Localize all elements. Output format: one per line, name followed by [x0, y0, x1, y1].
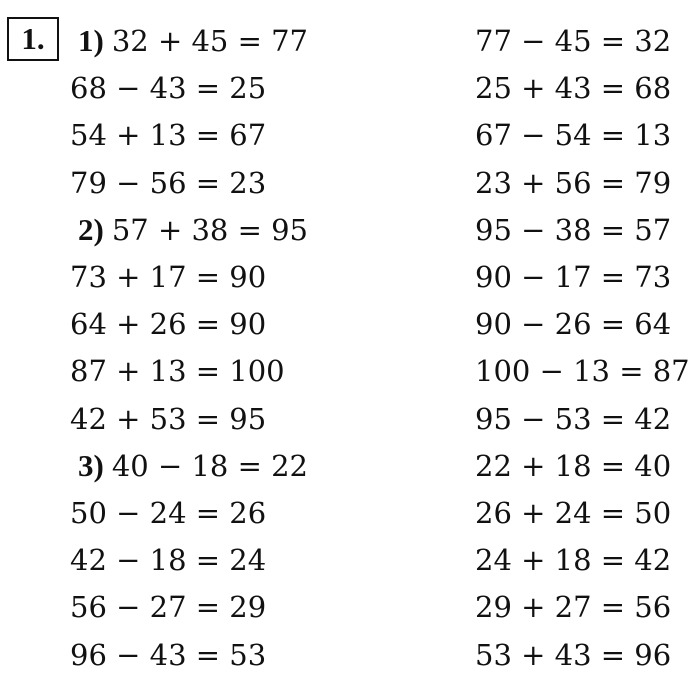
left-equation-row: [70, 349, 285, 393]
equation-text: 90 − 26 = 64: [475, 307, 672, 342]
left-equation-row: [78, 444, 308, 488]
equation-text: 25 + 43 = 68: [475, 71, 672, 106]
equation-text: 29 + 27 = 56: [475, 590, 672, 625]
equation-text: 42 − 18 = 24: [70, 543, 267, 578]
right-equation-row: [475, 302, 671, 346]
right-equation-row: [475, 161, 671, 205]
right-equation-row: [475, 19, 671, 63]
left-equation-row: [70, 66, 266, 110]
left-equation-row: [70, 585, 266, 629]
equation-text: 96 − 43 = 53: [70, 637, 267, 672]
equation-text: 87 + 13 = 100: [70, 354, 285, 389]
right-equation-row: [475, 208, 671, 252]
left-equation-row: [70, 397, 266, 441]
left-equation-row: [70, 255, 266, 299]
left-equation-row: [70, 161, 266, 205]
left-equation-row: [70, 538, 266, 582]
equation-text: 32 + 45 = 77: [111, 24, 309, 58]
left-equation-column: [70, 0, 370, 677]
equation-text: 100 − 13 = 87: [475, 354, 690, 389]
right-equation-row: [475, 66, 671, 110]
right-equation-row: [475, 113, 671, 157]
left-equation-row: [78, 19, 308, 63]
part-label: 3): [78, 447, 104, 483]
equation-text: 90 − 17 = 73: [475, 260, 672, 294]
equation-text: 67 − 54 = 13: [475, 118, 672, 153]
right-equation-row: [475, 538, 671, 582]
equation-text: 23 + 56 = 79: [475, 165, 672, 200]
right-equation-row: [475, 397, 671, 441]
equation-text: 68 − 43 = 25: [70, 71, 267, 106]
equation-text: 24 + 18 = 42: [475, 543, 672, 578]
right-equation-row: [475, 255, 671, 299]
equation-text: 73 + 17 = 90: [70, 260, 267, 294]
task-number-box: 1.: [7, 17, 59, 61]
right-equation-row: [475, 633, 671, 677]
equation-text: 42 + 53 = 95: [70, 401, 267, 436]
part-label: 2): [78, 211, 104, 247]
right-equation-row: [475, 585, 671, 629]
equation-text: 53 + 43 = 96: [475, 637, 672, 672]
right-equation-row: [475, 444, 671, 488]
equation-text: 95 − 38 = 57: [475, 212, 672, 247]
part-label: 1): [78, 23, 104, 58]
equation-text: 54 + 13 = 67: [70, 118, 267, 153]
equation-text: 57 + 38 = 95: [111, 212, 309, 247]
equation-text: 40 − 18 = 22: [111, 448, 309, 483]
left-equation-row: [70, 113, 266, 157]
right-equation-row: [475, 349, 690, 393]
equation-text: 95 − 53 = 42: [475, 401, 672, 436]
equation-text: 64 + 26 = 90: [70, 307, 267, 342]
equation-text: 79 − 56 = 23: [70, 165, 267, 200]
equation-text: 50 − 24 = 26: [70, 496, 267, 530]
left-equation-row: [70, 633, 266, 677]
equation-text: 56 − 27 = 29: [70, 590, 267, 625]
equation-text: 77 − 45 = 32: [475, 24, 672, 58]
left-equation-row: [70, 302, 266, 346]
right-equation-column: [475, 0, 700, 677]
equation-text: 26 + 24 = 50: [475, 496, 672, 530]
right-equation-row: [475, 491, 671, 535]
left-equation-row: [70, 491, 266, 535]
left-equation-row: [78, 208, 308, 252]
equation-text: 22 + 18 = 40: [475, 448, 672, 483]
